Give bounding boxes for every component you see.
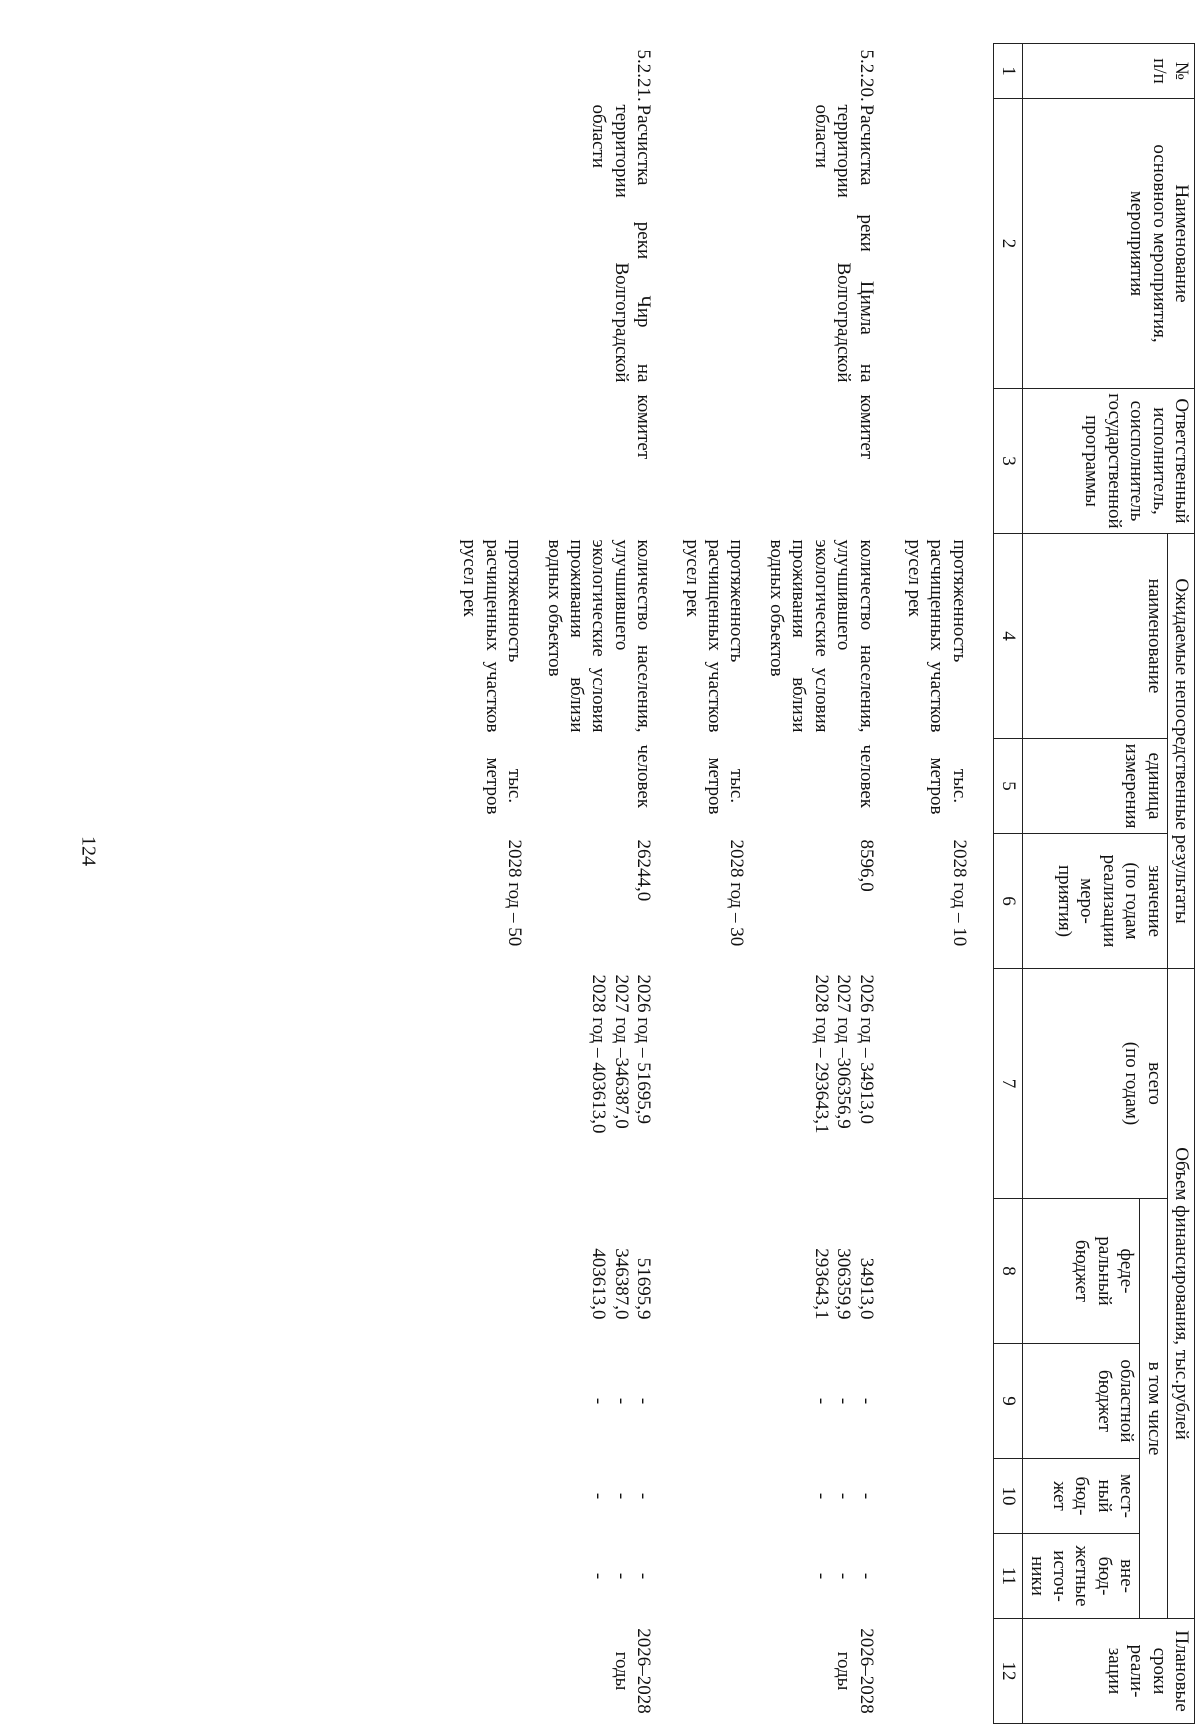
- table-header: [993, 44, 1194, 1724]
- col-num: 9: [993, 1344, 1022, 1459]
- header-executor: Ответственный исполнитель, соисполнитель государственной программы: [1023, 389, 1195, 534]
- finance-local: - - -: [810, 1492, 877, 1500]
- indicator-name: протяженность расчищенных участков русел рек: [459, 539, 526, 733]
- indicator-unit: тыс. метров: [704, 757, 748, 815]
- header-local-budget: мест- ный бюд- жет: [1023, 1459, 1140, 1534]
- indicator-unit: тыс. метров: [481, 757, 526, 815]
- finance-total: 2026 год – 51695,9 2027 год –346387,0 2028 год – 403613,0: [588, 974, 655, 1134]
- indicator-unit: тыс. метров: [926, 757, 970, 815]
- indicator-unit: человек: [633, 744, 655, 808]
- col-num: 11: [993, 1534, 1022, 1619]
- table-row: [539, 44, 657, 1724]
- col-num: 1: [993, 44, 1022, 99]
- finance-regional: - - -: [588, 1397, 655, 1405]
- indicator-unit: человек: [855, 744, 877, 808]
- header-terms: Плановые сроки реали- зации: [1023, 1619, 1195, 1724]
- col-num: 8: [993, 1199, 1022, 1344]
- finance-federal: 34913,0 306359,9 293643,1: [810, 1248, 877, 1320]
- indicator-name: протяженность расчищенных участков русел рек: [681, 539, 748, 733]
- finance-local: - - -: [588, 1492, 655, 1500]
- measure-name: Расчистка реки Чир на территории Волгоградской области: [588, 104, 655, 383]
- col-num: 3: [993, 389, 1022, 534]
- header-federal-budget: феде- ральный бюджет: [1023, 1199, 1140, 1344]
- row-number: 5.2.20.: [855, 49, 877, 102]
- col-num: 10: [993, 1459, 1022, 1534]
- indicator-name: количество населения, улучшившего экологические условия проживания вблизи водных объектов: [543, 539, 655, 733]
- terms: 2026–2028 годы: [833, 1628, 877, 1714]
- table-row: [900, 44, 973, 1724]
- header-including: в том числе: [1140, 1199, 1167, 1619]
- header-unit: единица измерения: [1023, 739, 1167, 834]
- indicator-value: 2028 год – 10: [948, 839, 970, 947]
- program-measures-table: [455, 43, 1195, 1724]
- indicator-name: протяженность расчищенных участков русел рек: [903, 539, 970, 733]
- indicator-value: 26244,0: [633, 839, 655, 902]
- header-value: значение (по годам реализации меро- приятия): [1023, 834, 1167, 969]
- header-number: № п/п: [1023, 44, 1195, 99]
- finance-regional: - - -: [810, 1397, 877, 1405]
- col-num: 7: [993, 969, 1022, 1199]
- executor: комитет: [633, 394, 655, 460]
- page-number: 124: [77, 836, 100, 866]
- executor: комитет: [855, 394, 877, 460]
- rotated-page-content: [155, 43, 1195, 1714]
- column-number-row: [993, 44, 1022, 1724]
- finance-extrabudgetary: - - -: [810, 1572, 877, 1580]
- col-num: 2: [993, 99, 1022, 389]
- col-num: 6: [993, 834, 1022, 969]
- indicator-value: 8596,0: [855, 839, 877, 892]
- col-num: 4: [993, 534, 1022, 739]
- finance-total: 2026 год – 34913,0 2027 год –306356,9 2028 год – 293643,1: [810, 974, 877, 1134]
- finance-federal: 51695,9 346387,0 403613,0: [588, 1248, 655, 1320]
- indicator-value: 2028 год – 50: [504, 839, 526, 947]
- finance-extrabudgetary: - - -: [588, 1572, 655, 1580]
- row-number: 5.2.21.: [633, 49, 655, 102]
- header-total: всего (по годам): [1023, 969, 1167, 1199]
- terms: 2026–2028 годы: [610, 1628, 655, 1714]
- table-row: [762, 44, 880, 1724]
- indicator-name: количество населения, улучшившего экологические условия проживания вблизи водных объектов: [765, 539, 877, 733]
- header-regional-budget: областной бюджет: [1023, 1344, 1140, 1459]
- header-indicator-name: наименование: [1023, 534, 1167, 739]
- indicator-value: 2028 год – 30: [726, 839, 748, 947]
- header-finance-group: Объем финансирования, тыс.рублей: [1167, 969, 1194, 1619]
- col-num: 12: [993, 1619, 1022, 1724]
- header-extrabudgetary: вне- бюд- жетные источ- ники: [1023, 1534, 1140, 1619]
- col-num: 5: [993, 739, 1022, 834]
- measure-name: Расчистка реки Цимла на территории Волгоградской области: [810, 104, 877, 383]
- header-results-group: Ожидаемые непосредственные результаты: [1167, 534, 1194, 969]
- header-measure-name: Наименование основного мероприятия, мероприятия: [1023, 99, 1195, 389]
